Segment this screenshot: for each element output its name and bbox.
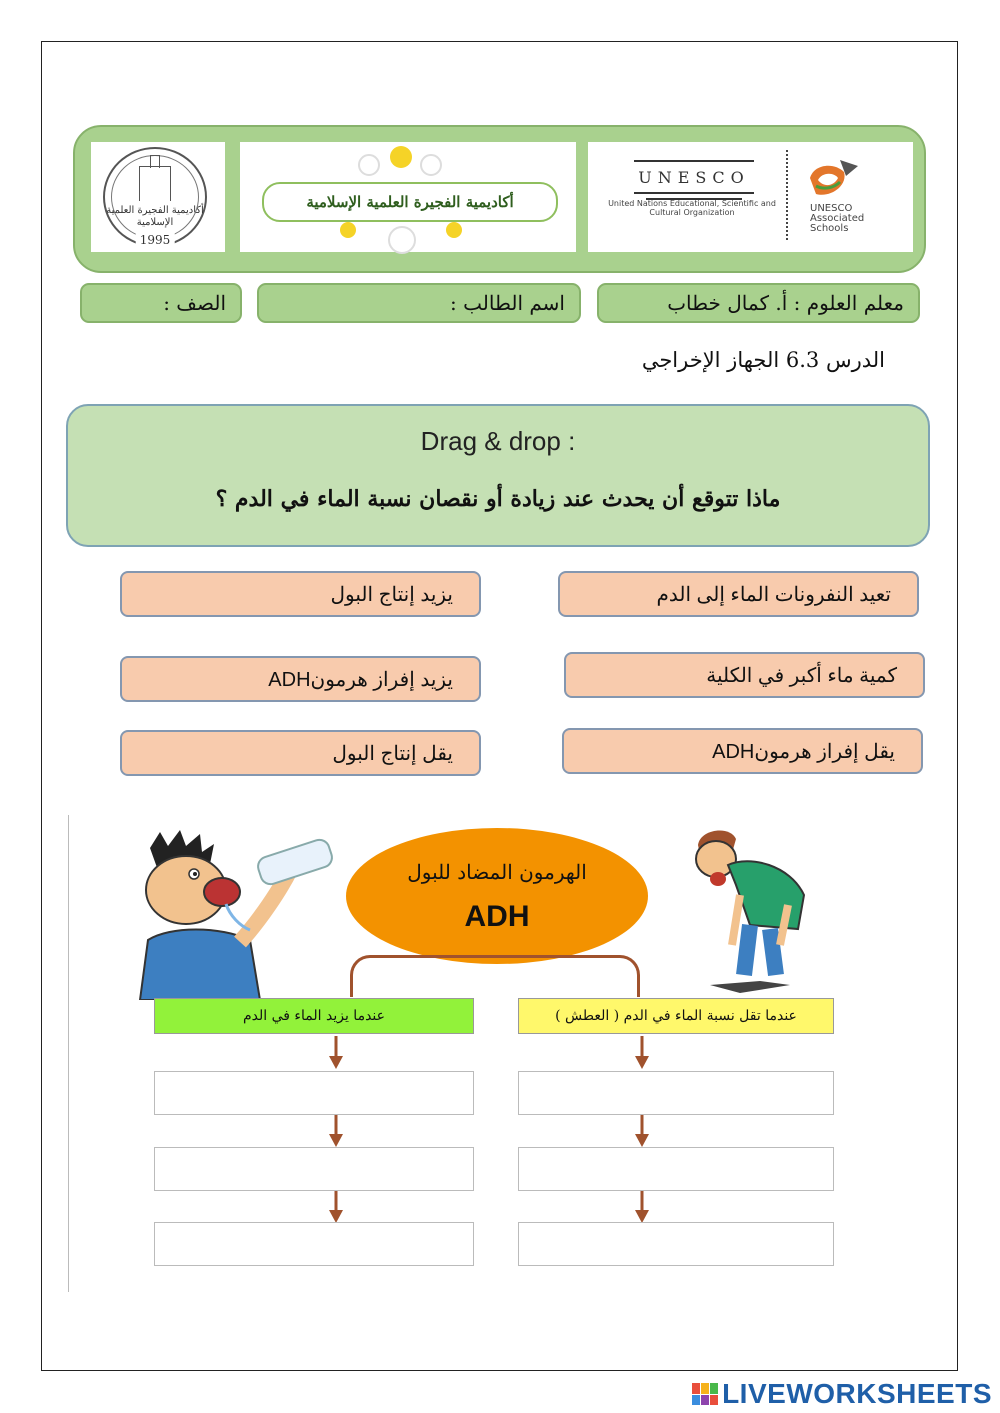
question-heading: Drag & drop : <box>420 426 576 456</box>
flower-icon <box>388 226 416 254</box>
drag-card[interactable]: كمية ماء أكبر في الكلية <box>564 652 925 698</box>
drop-slot-right-2[interactable] <box>518 1147 834 1191</box>
unesco-subtitle: United Nations Educational, Scientific and Cultural Organization <box>608 199 776 217</box>
academy-seal-logo <box>91 142 225 252</box>
question-text: ماذا تتوقع أن يحدث عند زيادة أو نقصان نسبة الماء في الدم ؟ <box>215 486 781 512</box>
student-name-field[interactable]: اسم الطالب : <box>257 283 581 323</box>
flower-icon <box>446 222 462 238</box>
academy-banner-name: أكاديمية الفجيرة العلمية الإسلامية <box>262 182 558 222</box>
liveworksheets-logo-icon <box>692 1383 718 1405</box>
down-arrow-icon <box>328 1036 344 1070</box>
brand-text: LIVEWORKSHEETS <box>722 1378 992 1409</box>
hormone-code-label: ADH <box>464 900 530 933</box>
drinking-man-illustration <box>130 830 340 1000</box>
drop-slot-left-1[interactable] <box>154 1071 474 1115</box>
seal-year: 1995 <box>136 233 175 247</box>
unesco-word: UNESCO <box>634 160 754 194</box>
branch-bracket <box>350 955 640 997</box>
diagram-edge <box>68 815 69 1292</box>
seal-name: أكاديمية الفجيرة العلمية الإسلامية <box>106 204 204 228</box>
academy-banner-logo <box>240 142 576 252</box>
down-arrow-icon <box>634 1190 650 1224</box>
drag-card[interactable]: يزيد إنتاج البول <box>120 571 481 617</box>
grade-field[interactable]: الصف : <box>80 283 242 323</box>
down-arrow-icon <box>328 1114 344 1148</box>
down-arrow-icon <box>634 1036 650 1070</box>
mosque-icon <box>139 166 171 201</box>
associated-schools-text: UNESCO Associated Schools <box>810 203 865 234</box>
unesco-logo <box>588 142 913 252</box>
flower-icon <box>340 222 356 238</box>
adh-hormone-ellipse <box>346 828 648 964</box>
thirsty-man-illustration <box>680 825 820 995</box>
flower-icon <box>358 154 380 176</box>
drop-slot-left-3[interactable] <box>154 1222 474 1266</box>
down-arrow-icon <box>328 1190 344 1224</box>
drag-card[interactable]: تعيد النفرونات الماء إلى الدم <box>558 571 919 617</box>
teacher-field: معلم العلوم : أ. كمال خطاب <box>597 283 920 323</box>
seal-emblem <box>103 147 207 247</box>
question-box <box>66 404 930 547</box>
drag-card[interactable]: يزيد إفراز هرمونADH <box>120 656 481 702</box>
drop-slot-right-1[interactable] <box>518 1071 834 1115</box>
associated-schools-icon <box>804 156 860 206</box>
down-arrow-icon <box>634 1114 650 1148</box>
drag-card[interactable]: يقل إفراز هرمونADH <box>562 728 923 774</box>
right-condition-header: عندما تقل نسبة الماء في الدم ( العطش ) <box>518 998 834 1034</box>
drag-card[interactable]: يقل إنتاج البول <box>120 730 481 776</box>
flower-icon <box>420 154 442 176</box>
lesson-title: الدرس 6.3 الجهاز الإخراجي <box>641 348 885 372</box>
flower-icon <box>390 146 412 168</box>
drop-slot-left-2[interactable] <box>154 1147 474 1191</box>
liveworksheets-brand <box>692 1378 992 1410</box>
left-condition-header: عندما يزيد الماء في الدم <box>154 998 474 1034</box>
hormone-arabic-label: الهرمون المضاد للبول <box>407 860 587 884</box>
drop-slot-right-3[interactable] <box>518 1222 834 1266</box>
